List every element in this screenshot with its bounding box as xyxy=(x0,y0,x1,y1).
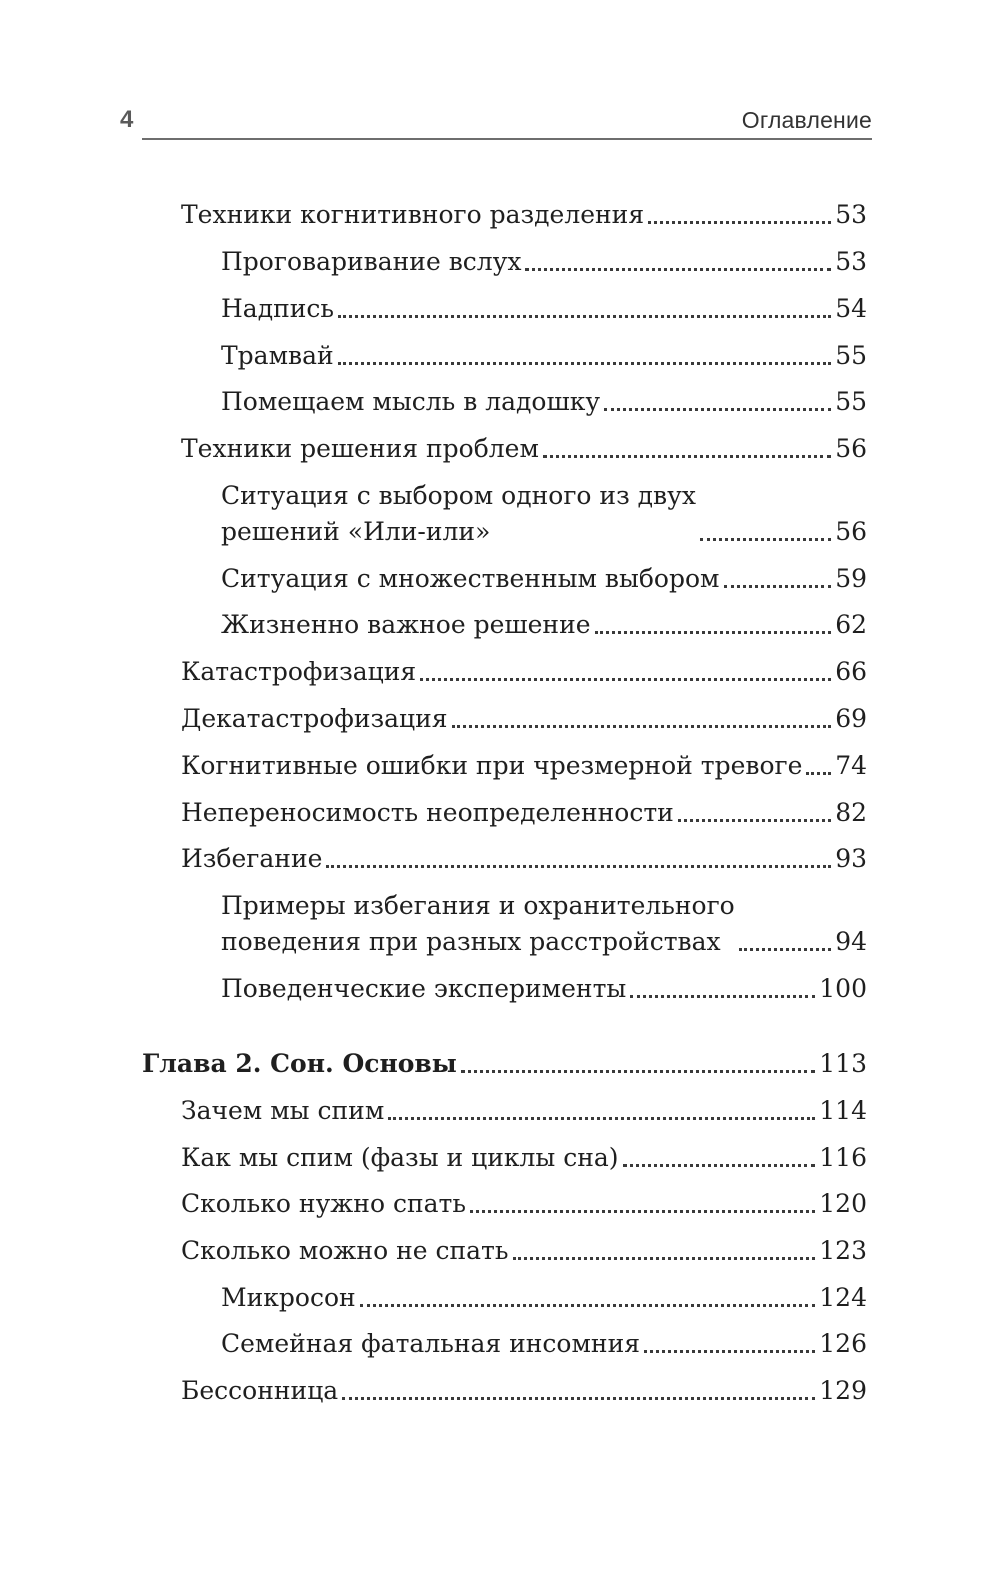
toc-entry-title: Микросон xyxy=(221,1283,356,1312)
toc-entry-page: 74 xyxy=(835,751,867,780)
toc-entry-page: 59 xyxy=(835,564,867,593)
toc-entry[interactable] xyxy=(181,748,867,784)
toc-entry-page: 94 xyxy=(835,927,867,956)
dot-leader xyxy=(513,1257,816,1260)
toc-entry[interactable] xyxy=(221,338,867,374)
toc-entry-title: Когнитивные ошибки при чрезмерной тревоге xyxy=(181,751,803,780)
toc-entry-page: 114 xyxy=(819,1096,867,1125)
dot-leader xyxy=(648,221,831,224)
toc-entry[interactable] xyxy=(181,1093,867,1129)
dot-leader xyxy=(678,819,831,822)
toc-entry-page: 124 xyxy=(819,1283,867,1312)
toc-entry-page: 69 xyxy=(835,704,867,733)
toc-entry[interactable] xyxy=(181,1140,867,1176)
dot-leader xyxy=(604,408,831,411)
dot-leader xyxy=(461,1070,815,1073)
toc-entry-page: 66 xyxy=(835,657,867,686)
toc-entry-page: 62 xyxy=(835,610,867,639)
toc-entry-page: 56 xyxy=(835,434,867,463)
page-number: 4 xyxy=(120,106,134,133)
dot-leader xyxy=(342,1397,815,1400)
toc-entry[interactable] xyxy=(221,971,867,1007)
toc-entry-page: 113 xyxy=(819,1049,867,1078)
dot-leader xyxy=(630,995,815,998)
toc-chapter-entry[interactable] xyxy=(142,1046,867,1082)
toc-chapter-title: Глава 2. Сон. Основы xyxy=(142,1049,457,1078)
dot-leader xyxy=(326,865,831,868)
toc-entry[interactable] xyxy=(181,795,867,831)
toc-entry-title: Поведенческие эксперименты xyxy=(221,974,627,1003)
dot-leader xyxy=(525,268,831,271)
toc-entry-page: 53 xyxy=(835,247,867,276)
dot-leader xyxy=(595,631,832,634)
toc-entry-title-line: Примеры избегания и охранительного xyxy=(221,891,735,920)
toc-entry-title: Зачем мы спим xyxy=(181,1096,385,1125)
toc-entry[interactable] xyxy=(181,701,867,737)
toc-entry[interactable] xyxy=(221,384,867,420)
toc-entry-title: Техники решения проблем xyxy=(181,434,539,463)
toc-entry[interactable] xyxy=(221,607,867,643)
toc-entry[interactable] xyxy=(181,431,867,467)
dot-leader xyxy=(452,725,832,728)
dot-leader xyxy=(724,585,832,588)
dot-leader xyxy=(338,362,832,365)
toc-entry[interactable] xyxy=(221,291,867,327)
toc-entry-page: 82 xyxy=(835,798,867,827)
toc-entry-page: 100 xyxy=(819,974,867,1003)
toc-entry-title: Жизненно важное решение xyxy=(221,610,591,639)
toc-entry[interactable] xyxy=(181,1233,867,1269)
dot-leader xyxy=(700,538,831,541)
toc-entry-title: Трамвай xyxy=(221,341,334,370)
toc-entry-title: Декатастрофизация xyxy=(181,704,448,733)
toc-entry[interactable] xyxy=(181,654,867,690)
dot-leader xyxy=(420,678,831,681)
toc-entry-title: Проговаривание вслух xyxy=(221,247,522,276)
toc-entry[interactable] xyxy=(221,1326,867,1362)
toc-entry-title: Непереносимость неопределенности xyxy=(181,798,674,827)
toc-entry-title: Бессонница xyxy=(181,1376,339,1405)
dot-leader xyxy=(739,948,831,951)
toc-entry-title: Семейная фатальная инсомния xyxy=(221,1329,641,1358)
dot-leader xyxy=(623,1164,816,1167)
toc-entry-page: 126 xyxy=(819,1329,867,1358)
toc-entry[interactable] xyxy=(181,841,867,877)
toc-entry-page: 123 xyxy=(819,1236,867,1265)
toc-entry-page: 56 xyxy=(835,517,867,546)
toc-entry-title: Как мы спим (фазы и циклы сна) xyxy=(181,1143,619,1172)
toc-entry[interactable] xyxy=(181,1186,867,1222)
toc-entry-title xyxy=(221,478,696,550)
dot-leader xyxy=(470,1210,815,1213)
dot-leader xyxy=(806,772,831,775)
toc-entry-title-line: Ситуация с выбором одного из двух xyxy=(221,481,696,510)
toc-entry-title: Катастрофизация xyxy=(181,657,417,686)
toc-entry[interactable] xyxy=(221,244,867,280)
dot-leader xyxy=(644,1350,815,1353)
toc-entry-title: Помещаем мысль в ладошку xyxy=(221,387,601,416)
toc-entry-title: Техники когнитивного разделения xyxy=(181,200,645,229)
toc-entry[interactable] xyxy=(221,888,867,960)
toc-entry-page: 120 xyxy=(819,1189,867,1218)
toc-entry-page: 53 xyxy=(835,200,867,229)
toc-entry[interactable] xyxy=(221,561,867,597)
dot-leader xyxy=(338,315,831,318)
toc-entry[interactable] xyxy=(221,478,867,550)
dot-leader xyxy=(543,455,831,458)
toc-entry-title xyxy=(221,888,735,960)
dot-leader xyxy=(360,1304,816,1307)
toc-entry-page: 116 xyxy=(819,1143,867,1172)
toc-entry-title: Избегание xyxy=(181,844,323,873)
toc-entry-title: Сколько можно не спать xyxy=(181,1236,509,1265)
toc-entry[interactable] xyxy=(181,1373,867,1409)
toc-entry-title-line: поведения при разных расстройствах xyxy=(221,927,721,956)
toc-entry-title: Ситуация с множественным выбором xyxy=(221,564,720,593)
toc-entry-page: 54 xyxy=(835,294,867,323)
toc-entry-page: 55 xyxy=(835,387,867,416)
running-title: Оглавление xyxy=(741,107,872,133)
dot-leader xyxy=(388,1117,815,1120)
toc-entry-page: 129 xyxy=(819,1376,867,1405)
toc-entry-title: Сколько нужно спать xyxy=(181,1189,466,1218)
toc-entry-page: 55 xyxy=(835,341,867,370)
toc-entry-page: 93 xyxy=(835,844,867,873)
toc-entry[interactable] xyxy=(221,1280,867,1316)
toc-entry-title: Надпись xyxy=(221,294,335,323)
toc-entry[interactable] xyxy=(181,197,867,233)
toc-entry-title-line: решений «Или-или» xyxy=(221,517,491,546)
